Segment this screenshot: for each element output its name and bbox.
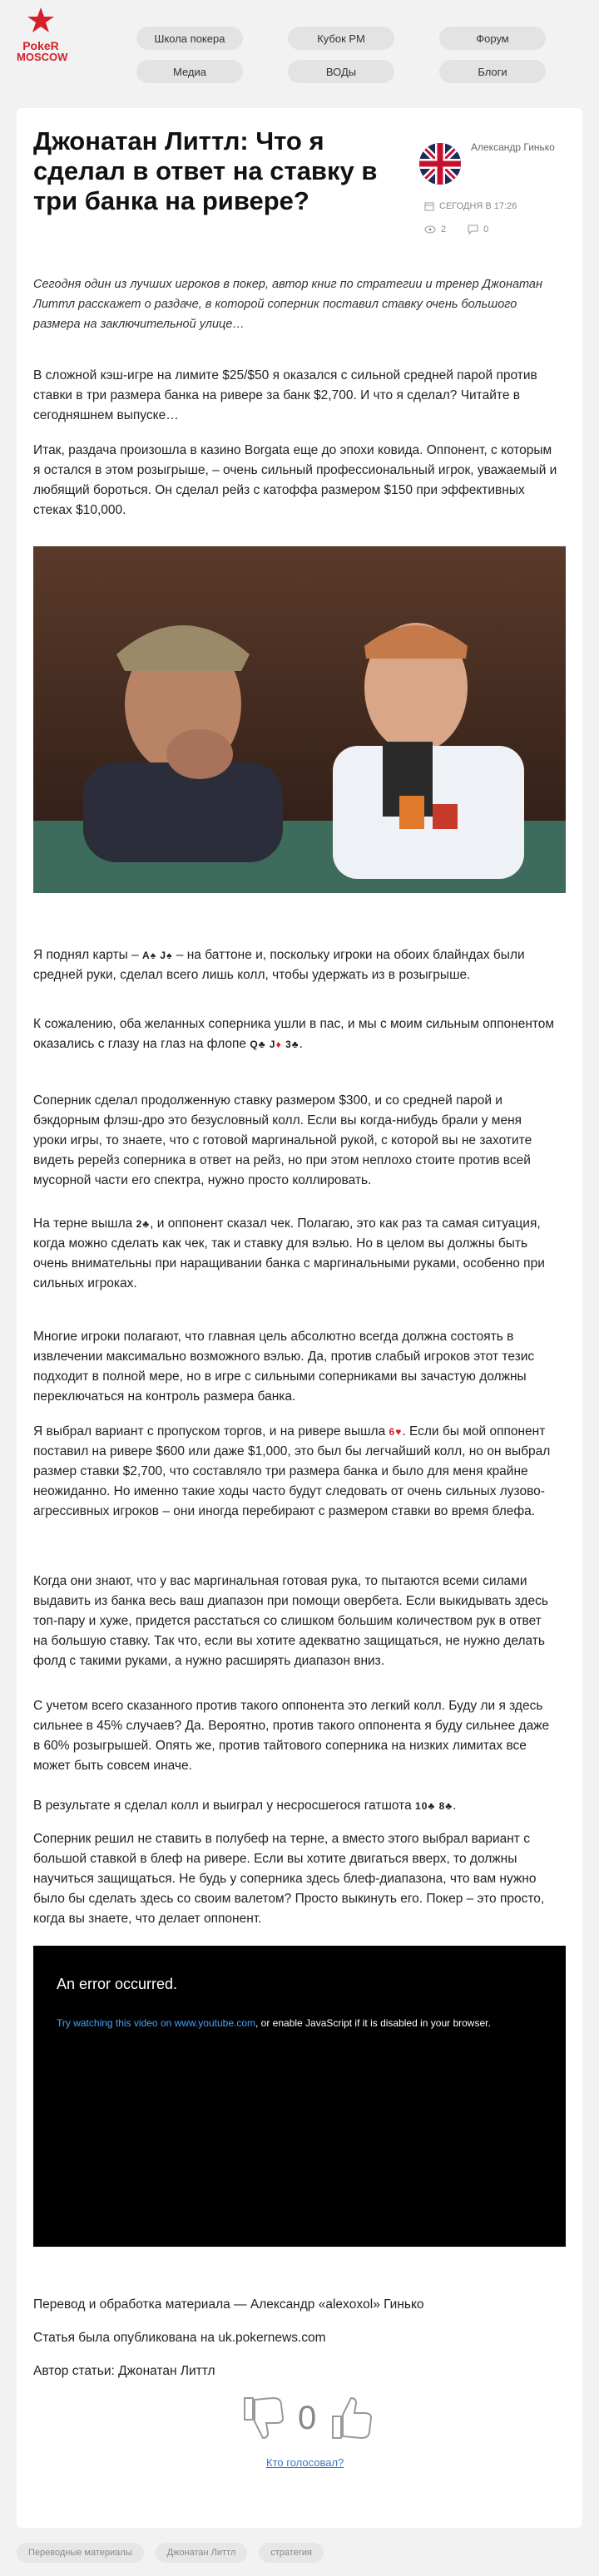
tags-row <box>17 2543 324 2563</box>
credit-source: Статья была опубликована на uk.pokernews.com <box>33 2331 326 2345</box>
paragraph: В результате я сделал колл и выиграл у несросшегося гатшота 10♣ 8♣. <box>33 1799 457 1813</box>
views-count: 2 <box>441 225 447 234</box>
logo-text-moscow: MOSCOW <box>17 51 68 63</box>
author-avatar[interactable] <box>419 143 461 185</box>
paragraph: Я поднял карты – A♠ J♠ – на баттоне и, поскольку игроки на обоих блайндах были средней руки, сделал всего лишь колл, чтобы удержать из в розыгрыше. <box>33 948 525 982</box>
paragraph: Многие игроки полагают, что главная цель абсолютно всегда должна состоять в извлечении максимально возможного вэлью. Да, против слабый игроков этот тезис подходит в полной мере, но в игре с сильными соперниками вы зачастую должны переключаться на контроль размера банка. <box>33 1330 535 1404</box>
date-row <box>424 201 517 211</box>
comment-icon <box>468 225 478 234</box>
credit-translation: Перевод и обработка материала — Александр «alexoxol» Гинько <box>33 2297 424 2312</box>
youtube-link[interactable]: Try watching this video on www.youtube.com <box>57 2017 255 2029</box>
vote-count: 0 <box>298 2400 317 2436</box>
nav-cup[interactable]: Кубок РМ <box>288 27 394 50</box>
paragraph: На терне вышла 2♣, и оппонент сказал чек. Полагаю, это как раз та самая ситуация, когда можно сделать как чек, так и ставку для вэлью. Но в целом вы должны быть очень внимательны при наращивании банка с маргинальными руками, особенно при сильных игроках. <box>33 1216 545 1290</box>
credit-author: Автор статьи: Джонатан Литтл <box>33 2364 215 2378</box>
logo[interactable] <box>17 7 68 98</box>
site-header <box>0 0 599 91</box>
paragraph: С учетом всего сказанного против такого оппонента это легкий колл. Буду ли я здесь сильнее в 45% случаев? Да. Вероятно, против такого оппонента я буду сильнее даже в 60% розыгрышей. Опять же, против тайтового соперника на низких лимитах все может быть совсем иначе. <box>33 1699 550 1773</box>
logo-text-poker: PokeR <box>22 39 59 52</box>
flag-icon <box>419 143 461 185</box>
tag[interactable]: Переводные материалы <box>17 2543 144 2563</box>
hole-cards: A♠ J♠ <box>142 950 173 961</box>
nav-vody[interactable]: ВОДы <box>288 60 394 83</box>
paragraph: Соперник сделал продолженную ставку размером $300, и со средней парой и бэкдорным флэш-дро это безусловный колл. Если вы когда-нибудь брали у меня уроки игры, то знаете, что с готовой маргинальной рукой, с которой вы не захотите видеть ререйз соперника в ответ на рейз, но при этом неплохо стоите против всей мусорной части его спектра, нужно просто коллировать. <box>33 1093 532 1187</box>
video-embed[interactable] <box>33 1946 566 2247</box>
comments-count: 0 <box>483 225 489 234</box>
stats-row <box>424 225 488 234</box>
showdown-cards: 10♣ 8♣ <box>415 1800 453 1812</box>
post-date: СЕГОДНЯ В 17:26 <box>439 201 517 211</box>
who-voted-link[interactable]: Кто голосовал? <box>266 2456 344 2469</box>
paragraph: Соперник решил не ставить в полубеф на терне, а вместо этого выбрал вариант с большой ставкой в блеф на ривере. Если вы хотите двигаться вверх, то должны научиться защищаться. Не будь у соперника здесь блеф-диапазона, что вам нужно было бы сделать здесь со своим валетом? Просто выкинуть его. Покер – это просто, когда вы знаете, что делает оппонент. <box>33 1832 545 1926</box>
paragraph: К сожалению, оба желанных соперника ушли в пас, и мы с моим сильным оппонентом оказались с глазу на глаз на флопе Q♣ J♦ 3♣. <box>33 1017 555 1051</box>
video-error-text: Try watching this video on www.youtube.com, or enable JavaScript if it is disabled in your browser. <box>57 2017 491 2029</box>
thumbs-down-icon[interactable] <box>241 2395 286 2441</box>
author-name[interactable]: Александр Гинько <box>471 141 555 153</box>
nav-forum[interactable]: Форум <box>439 27 546 50</box>
flop-cards: Q♣ J♦ 3♣ <box>250 1039 300 1050</box>
tag[interactable]: стратегия <box>259 2543 324 2563</box>
river-card: 6♥ <box>389 1426 403 1438</box>
paragraph: Я выбрал вариант с пропуском торгов, и на ривере вышла 6♥. Если бы мой оппонент поставил на ривере $600 или даже $1,000, это был бы легчайший колл, но он выбрал размер ставки $2,700, что составляло три размера банка и было для меня крайне неожиданно. Но именно такие ходы часто будут следовать от очень сильных лузово-агрессивных игроков – они иногда перебирают с размером ставки во время блефа. <box>33 1424 551 1518</box>
poker-players-photo <box>33 546 566 893</box>
article-photo <box>33 546 566 893</box>
voting-widget <box>241 2395 374 2445</box>
paragraph: Когда они знают, что у вас маргинальная готовая рука, то пытаются всеми силами выдавить из банка весь ваш диапазон при помощи овербета. Если выкидывать здесь топ-пару и хуже, придется расстаться со слишком большим количеством рук в ответ на большую ставку. Так что, если вы хотите адекватно защищаться, не нужно делать фолд с такими руками, а нужно расширять диапазон вниз. <box>33 1574 548 1668</box>
nav-school[interactable]: Школа покера <box>136 27 243 50</box>
article-lead: Сегодня один из лучших игроков в покер, автор книг по стратегии и тренер Джонатан Литтл расскажет о раздаче, в которой соперник поставил ставку очень большого размера на заключительной улице… <box>33 278 542 331</box>
tag[interactable]: Джонатан Литтл <box>156 2543 248 2563</box>
nav-blogs[interactable]: Блоги <box>439 60 546 83</box>
calendar-icon <box>424 201 434 211</box>
turn-card: 2♣ <box>136 1218 151 1230</box>
paragraph: Итак, раздача произошла в казино Borgata еще до эпохи ковида. Оппонент, с которым я остался в этом розыгрыше, – очень сильный профессиональный игрок, уважаемый и любящий бороться. Он сделал рейз с катоффа размером $150 при эффективных стеках $10,000. <box>33 443 557 517</box>
paragraph: В сложной кэш-игре на лимите $25/$50 я оказался с сильной средней парой против ставки в три размера банка на ривере за банк $2,700. И что я сделал? Читайте в сегодняшнем выпуске… <box>33 368 537 422</box>
video-error-title: An error occurred. <box>57 1976 178 1992</box>
star-icon <box>27 7 55 35</box>
eye-icon <box>424 225 436 234</box>
nav-media[interactable]: Медиа <box>136 60 243 83</box>
article-title: Джонатан Литтл: Что я сделал в ответ на ставку в три банка на ривере? <box>33 126 378 215</box>
thumbs-up-icon[interactable] <box>329 2395 374 2441</box>
